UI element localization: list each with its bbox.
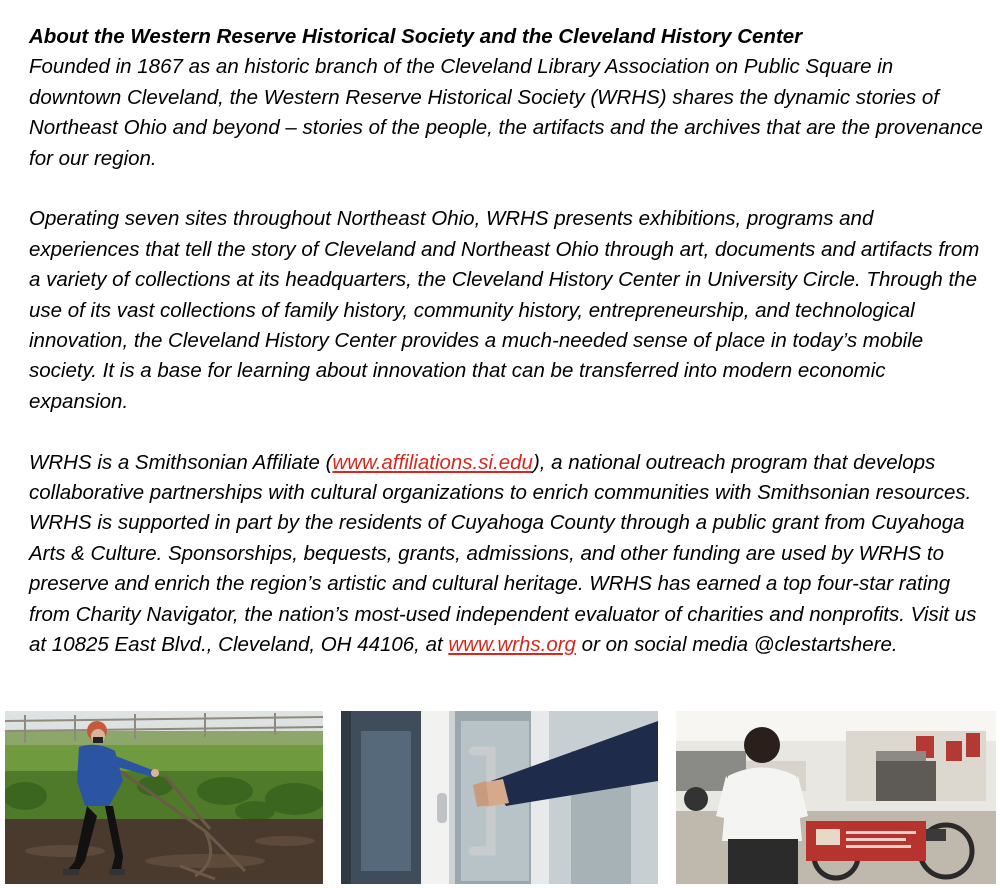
operations-paragraph: Operating seven sites throughout Northeast Ohio, WRHS presents exhibitions, programs and experiences that tell the story of Cleveland and Northeast Ohio through art, documents and artifacts from a variety of collections at its headquarters, the Cleveland History Center in University Circle. Through the use of its vast collections of family history, community history, entrepreneurship, and technological innovation, the Cleveland History Center provides a much-needed sense of place in today’s mobile society. It is a base for learning about innovation that can be transferred into modern economic expansion.	[29, 207, 980, 413]
door-photo	[341, 711, 658, 884]
garden-photo	[5, 711, 323, 884]
wrhs-website-link[interactable]: www.wrhs.org	[448, 633, 576, 657]
affiliate-paragraph	[29, 448, 989, 661]
about-section	[29, 22, 989, 691]
affiliate-text-3: or on social media @clestartshere.	[575, 633, 898, 657]
museum-photo	[676, 711, 996, 884]
founding-paragraph: Founded in 1867 as an historic branch of the Cleveland Library Association on Public Square in downtown Cleveland, the Western Reserve Historical Society (WRHS) shares the dynamic stories of Northeast Ohio and beyond – stories of the people, the artifacts and the archives that are the provenance for our region.	[29, 55, 983, 170]
smithsonian-affiliations-link[interactable]: www.affiliations.si.edu	[332, 450, 533, 474]
affiliate-text-1: WRHS is a Smithsonian Affiliate (	[29, 450, 333, 474]
affiliate-text-2: ), a national outreach program that develops collaborative partnerships with cultural organizations to enrich communities with Smithsonian resources. WRHS is supported in part by the residents of Cuyahoga County through a public grant from Cuyahoga Arts & Culture. Sponsorships, bequests, grants, admissions, and other funding are used by WRHS to preserve and enrich the region’s artistic and cultural heritage. WRHS has earned a top four-star rating from Charity Navigator, the nation’s most-used independent evaluator of charities and nonprofits. Visit us at 10825 East Blvd., Cleveland, OH 44106, at	[29, 450, 977, 657]
intro-paragraph	[29, 22, 989, 174]
about-heading: About the Western Reserve Historical Society and the Cleveland History Center	[29, 25, 803, 48]
